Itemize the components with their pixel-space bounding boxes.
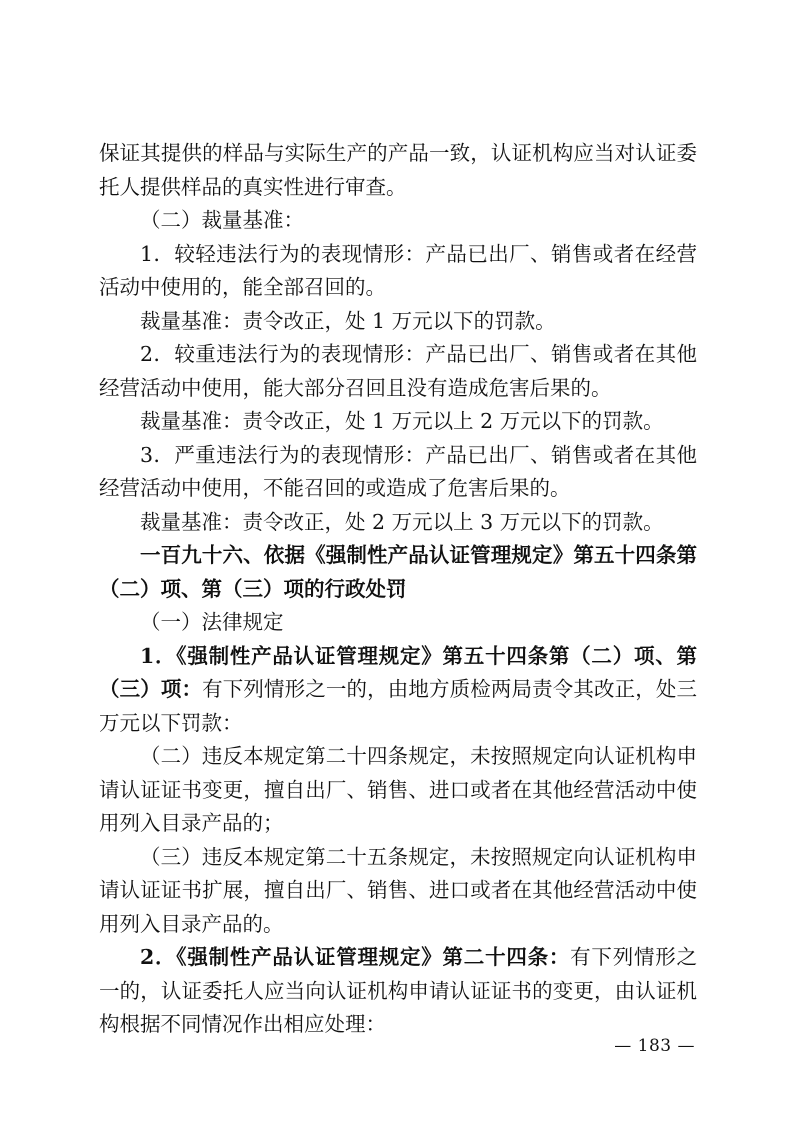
paragraph-minor-penalty: 裁量基准：责令改正，处 1 万元以下的罚款。 — [140, 308, 556, 333]
article-24-text: 有下列情形之一的，认证委托人应当向认证机构申请认证证书的变更，由认证机构根据不同情况作出相应处理： — [99, 945, 697, 1036]
paragraph-minor-violation: 1．较轻违法行为的表现情形：产品已出厂、销售或者在经营活动中使用的，能全部召回的。 — [99, 241, 697, 299]
paragraph-moderate-penalty: 裁量基准：责令改正，处 1 万元以上 2 万元以下的罚款。 — [140, 409, 664, 433]
paragraph-moderate-violation: 2．较重违法行为的表现情形：产品已出厂、销售或者在其他经营活动中使用，能大部分召回且没有造成危害后果的。 — [99, 342, 697, 400]
paragraph-severe-penalty: 裁量基准：责令改正，处 2 万元以上 3 万元以下的罚款。 — [140, 509, 664, 534]
page-number: — 183 — — [614, 1036, 695, 1056]
article-heading-196: 一百九十六、依据《强制性产品认证管理规定》第五十四条第（二）项、第（三）项的行政处罚 — [99, 543, 697, 601]
paragraph-sample-review: 保证其提供的样品与实际生产的产品一致，认证机构应当对认证委托人提供样品的真实性进行审查。 — [99, 141, 697, 199]
paragraph-item-two: （二）违反本规定第二十四条规定，未按照规定向认证机构申请认证证书变更，擅自出厂、销售、进口或者在其他经营活动中使用列入目录产品的； — [99, 744, 697, 835]
section-heading-discretion: （二）裁量基准： — [140, 208, 304, 232]
body-text — [99, 137, 697, 1042]
article-54-text: 有下列情形之一的，由地方质检两局责令其改正，处三万元以下罚款： — [99, 677, 697, 735]
article-24-reference: 2．《强制性产品认证管理规定》第二十四条： — [140, 945, 571, 969]
paragraph-article-54 — [99, 640, 697, 741]
paragraph-item-three: （三）违反本规定第二十五条规定，未按照规定向认证机构申请认证证书扩展，擅自出厂、销售、进口或者在其他经营活动中使用列入目录产品的。 — [99, 844, 697, 936]
paragraph-article-24 — [99, 941, 697, 1042]
section-heading-legal-provisions: （一）法律规定 — [140, 610, 284, 634]
paragraph-severe-violation: 3．严重违法行为的表现情形：产品已出厂、销售或者在其他经营活动中使用，不能召回的或造成了危害后果的。 — [99, 442, 697, 500]
article-54-reference: 1．《强制性产品认证管理规定》第五十四条第（二）项、第（三）项： — [99, 643, 697, 701]
